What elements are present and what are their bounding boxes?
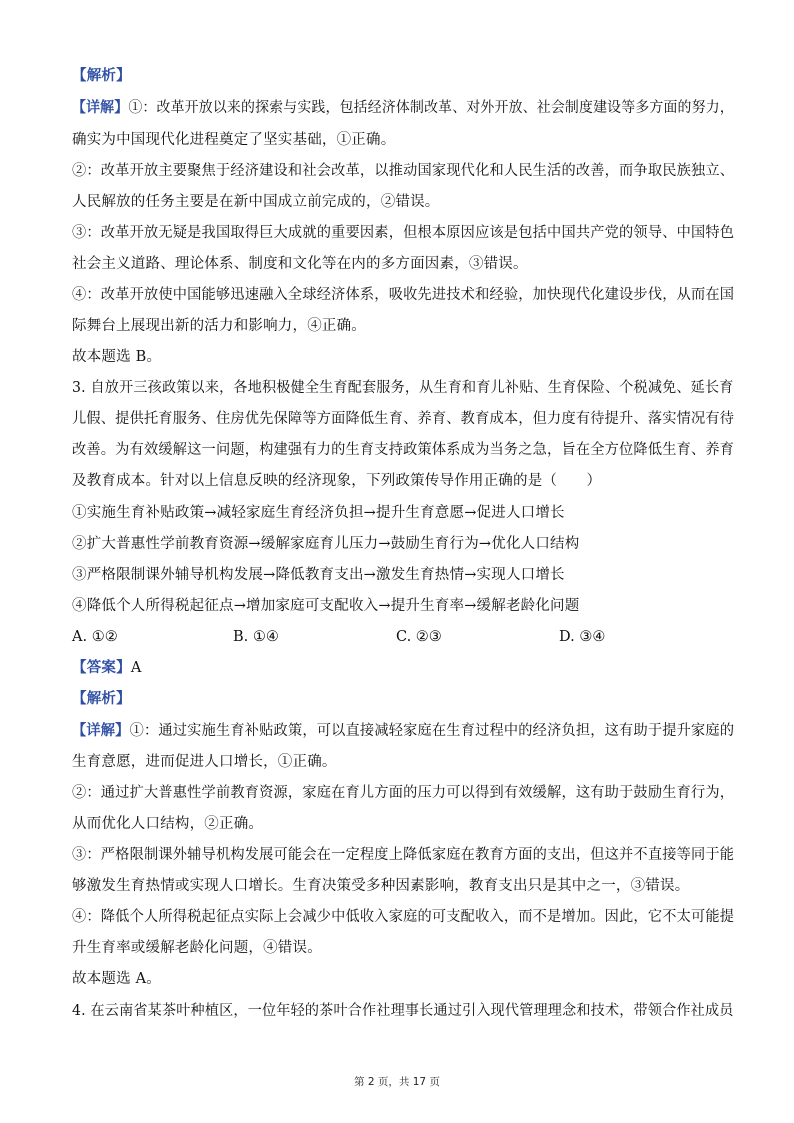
detail-paragraph-4-line-2: 际舞台上展现出新的活力和影响力，④正确。 — [72, 318, 366, 334]
answer-heading: 【答案】 — [72, 660, 131, 676]
question-3-stem-line-4: 及教育成本。针对以上信息反映的经济现象，下列政策传导作用正确的是（ ） — [72, 473, 602, 489]
answer-detail-4-line-1: ④：降低个人所得税起征点实际上会减少中低收入家庭的可支配收入，而不是增加。因此，它不太可能提 — [72, 909, 735, 925]
detail-heading: 【详解】 — [72, 100, 129, 116]
detail-paragraph-1-line-1 — [72, 98, 734, 118]
answer-detail-2-line-2: 从而优化人口结构，②正确。 — [72, 816, 264, 832]
analysis-heading: 【解析】 — [72, 68, 131, 84]
detail-paragraph-3-line-1: ③：改革开放无疑是我国取得巨大成就的重要因素，但根本原因应该是包括中国共产党的领导、中国特色 — [72, 225, 735, 241]
detail-heading: 【详解】 — [72, 723, 130, 739]
statement-1: ①实施生育补贴政策→减轻家庭生育经济负担→提升生育意愿→促进人口增长 — [72, 505, 565, 521]
answer-line — [72, 658, 141, 678]
option-b: B. ①④ — [233, 629, 279, 645]
conclusion-text: 故本题选 B。 — [72, 349, 162, 365]
analysis-heading: 【解析】 — [72, 691, 131, 707]
option-c: C. ②③ — [396, 629, 442, 645]
statement-4: ④降低个人所得税起征点→增加家庭可支配收入→提升生育率→缓解老龄化问题 — [72, 598, 580, 614]
detail-text: ①：改革开放以来的探索与实践，包括经济体制改革、对外开放、社会制度建设等多方面的努力， — [128, 100, 734, 116]
answer-detail-1-line-2: 生育意愿，进而促进人口增长，①正确。 — [72, 754, 337, 770]
detail-paragraph-4-line-1: ④：改革开放使中国能够迅速融入全球经济体系，吸收先进技术和经验，加快现代化建设步伐，从而在国 — [72, 287, 735, 303]
page-number-footer: 第 2 页，共 17 页 — [354, 1076, 440, 1088]
option-d: D. ③④ — [559, 629, 606, 645]
detail-paragraph-2-line-1: ②：改革开放主要聚焦于经济建设和社会改革，以推动国家现代化和人民生活的改善，而争取民族独立、 — [72, 163, 735, 179]
detail-text: ①：通过实施生育补贴政策，可以直接减轻家庭在生育过程中的经济负担，这有助于提升家庭的 — [129, 723, 735, 739]
question-3-stem-line-3: 改善。为有效缓解这一问题，构建强有力的生育支持政策体系成为当务之急，旨在全方位降低生育、养育 — [72, 442, 735, 458]
detail-paragraph-3-line-2: 社会主义道路、理论体系、制度和文化等在内的多方面因素，③错误。 — [72, 256, 528, 272]
detail-paragraph-2-line-2: 人民解放的任务主要是在新中国成立前完成的，②错误。 — [72, 194, 440, 210]
answer-value: A — [130, 660, 142, 676]
conclusion-text: 故本题选 A。 — [72, 971, 161, 987]
question-3-stem-line-1: 3. 自放开三孩政策以来，各地积极健全生育配套服务，从生育和育儿补贴、生育保险、个税减免、延长育 — [72, 380, 734, 396]
answer-detail-1-line-1 — [72, 721, 734, 741]
question-4-stem-line-1: 4. 在云南省某茶叶种植区，一位年轻的茶叶合作社理事长通过引入现代管理理念和技术，带领合作社成员 — [72, 1003, 734, 1019]
answer-detail-3-line-1: ③：严格限制课外辅导机构发展可能会在一定程度上降低家庭在教育方面的支出，但这并不直接等同于能 — [72, 847, 735, 863]
option-a: A. ①② — [72, 629, 118, 645]
answer-detail-3-line-2: 够激发生育热情或实现人口增长。生育决策受多种因素影响，教育支出只是其中之一，③错误。 — [72, 878, 690, 894]
answer-detail-4-line-2: 升生育率或缓解老龄化问题，④错误。 — [72, 940, 322, 956]
question-3-stem-line-2: 儿假、提供托育服务、住房优先保障等方面降低生育、养育、教育成本，但力度有待提升、落实情况有待 — [72, 411, 735, 427]
detail-paragraph-1-line-2: 确实为中国现代化进程奠定了坚实基础，①正确。 — [72, 132, 396, 148]
statement-3: ③严格限制课外辅导机构发展→降低教育支出→激发生育热情→实现人口增长 — [72, 567, 565, 583]
statement-2: ②扩大普惠性学前教育资源→缓解家庭育儿压力→鼓励生育行为→优化人口结构 — [72, 536, 580, 552]
answer-detail-2-line-1: ②：通过扩大普惠性学前教育资源，家庭在育儿方面的压力可以得到有效缓解，这有助于鼓励生育行为， — [72, 785, 735, 801]
